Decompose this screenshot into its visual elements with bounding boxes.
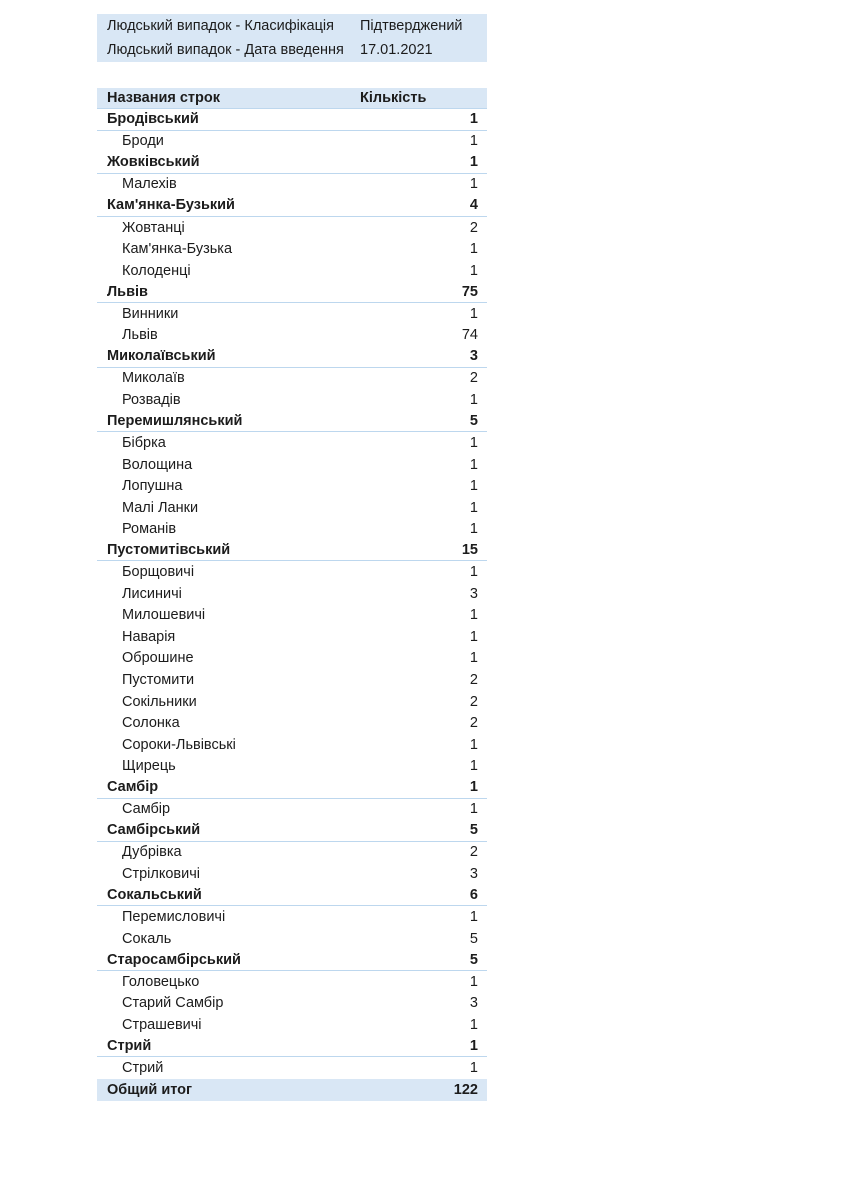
- row-count-cell[interactable]: 1: [469, 154, 478, 171]
- table-header-row: [97, 88, 487, 109]
- pivot-rows: [97, 109, 487, 1079]
- row-count-cell[interactable]: 1: [469, 801, 478, 818]
- row-label-cell[interactable]: Кам'янка-Бузький: [107, 197, 235, 214]
- row-count-cell[interactable]: 1: [469, 176, 478, 193]
- row-label-cell[interactable]: Самбірський: [107, 822, 201, 839]
- row-label-cell[interactable]: Колоденці: [122, 262, 191, 279]
- row-label-cell[interactable]: Лисиничі: [122, 585, 182, 602]
- table-row-item: [97, 389, 487, 411]
- row-label-cell[interactable]: Милошевичі: [122, 607, 206, 624]
- row-count-cell[interactable]: 1: [469, 434, 478, 451]
- table-row-item: [97, 605, 487, 627]
- pivot-report: [97, 14, 487, 1101]
- row-label-cell[interactable]: Миколаївський: [107, 348, 216, 365]
- table-row-item: [97, 583, 487, 605]
- row-label-cell[interactable]: Сороки-Львівські: [122, 736, 236, 753]
- table-row-item: [97, 475, 487, 497]
- table-row-item: [97, 863, 487, 885]
- row-label-cell[interactable]: Наварія: [122, 628, 176, 645]
- row-count-cell[interactable]: 5: [469, 412, 478, 429]
- table-row-region: [97, 949, 487, 971]
- table-row-region: [97, 109, 487, 131]
- table-row-region: [97, 411, 487, 433]
- grand-total-row: [97, 1079, 487, 1101]
- row-label-cell[interactable]: Сокальський: [107, 886, 202, 903]
- row-label-cell[interactable]: Волощина: [122, 456, 193, 473]
- column-header-count[interactable]: Кількість: [360, 90, 427, 106]
- row-count-cell[interactable]: 1: [469, 973, 478, 990]
- row-count-cell[interactable]: 1: [469, 650, 478, 667]
- column-header-row-labels[interactable]: Названия строк: [107, 90, 221, 106]
- row-count-cell[interactable]: 5: [469, 951, 478, 968]
- row-count-cell[interactable]: 74: [461, 327, 478, 344]
- table-row-item: [97, 561, 487, 583]
- row-label-cell[interactable]: Жовтанці: [122, 219, 185, 236]
- row-count-cell[interactable]: 3: [469, 995, 478, 1012]
- row-label-cell[interactable]: Сокільники: [122, 693, 197, 710]
- row-label-cell[interactable]: Малехів: [122, 176, 177, 193]
- row-label-cell[interactable]: Кам'янка-Бузька: [122, 241, 233, 258]
- row-label-cell[interactable]: Оброшине: [122, 650, 194, 667]
- row-label-cell[interactable]: Жовківський: [107, 154, 200, 171]
- table-row-item: [97, 131, 487, 153]
- table-row-item: [97, 1057, 487, 1079]
- table-row-item: [97, 1014, 487, 1036]
- grand-total-value[interactable]: 122: [453, 1081, 478, 1098]
- row-count-cell[interactable]: 2: [469, 715, 478, 732]
- table-row-item: [97, 368, 487, 390]
- row-count-cell[interactable]: 3: [469, 865, 478, 882]
- row-label-cell[interactable]: Лопушна: [122, 478, 183, 495]
- row-count-cell[interactable]: 1: [469, 1016, 478, 1033]
- table-row-region: [97, 777, 487, 799]
- row-count-cell[interactable]: 5: [469, 822, 478, 839]
- row-label-cell[interactable]: Малі Ланки: [122, 499, 199, 516]
- row-label-cell[interactable]: Романів: [122, 521, 177, 538]
- table-row-item: [97, 971, 487, 993]
- row-count-cell[interactable]: 2: [469, 219, 478, 236]
- row-count-cell[interactable]: 1: [469, 499, 478, 516]
- table-row-item: [97, 842, 487, 864]
- table-row-region: [97, 195, 487, 217]
- row-label-cell[interactable]: Щирець: [122, 758, 176, 775]
- table-row-item: [97, 755, 487, 777]
- row-count-cell[interactable]: 3: [469, 585, 478, 602]
- table-row-item: [97, 454, 487, 476]
- table-row-region: [97, 820, 487, 842]
- row-label-cell[interactable]: Борщовичі: [122, 564, 195, 581]
- row-count-cell[interactable]: 1: [469, 758, 478, 775]
- row-count-cell[interactable]: 1: [469, 456, 478, 473]
- row-count-cell[interactable]: 1: [469, 607, 478, 624]
- row-count-cell[interactable]: 4: [469, 197, 478, 214]
- filter-selected-value[interactable]: Підтверджений: [360, 18, 463, 34]
- row-count-cell[interactable]: 1: [469, 736, 478, 753]
- row-label-cell[interactable]: Броди: [122, 133, 164, 150]
- filter-selected-value[interactable]: 17.01.2021: [360, 42, 433, 58]
- grand-total-label[interactable]: Общий итог: [107, 1081, 193, 1098]
- table-row-item: [97, 518, 487, 540]
- row-label-cell[interactable]: Бродівський: [107, 111, 199, 128]
- row-label-cell[interactable]: Головецько: [122, 973, 200, 990]
- row-label-cell[interactable]: Стрий: [122, 1059, 164, 1076]
- table-row-item: [97, 174, 487, 196]
- row-count-cell[interactable]: 1: [469, 779, 478, 796]
- row-label-cell[interactable]: Старий Самбір: [122, 995, 224, 1012]
- table-row-item: [97, 669, 487, 691]
- table-row-item: [97, 626, 487, 648]
- row-count-cell[interactable]: 2: [469, 671, 478, 688]
- pivot-table: [97, 88, 487, 1101]
- row-count-cell[interactable]: 2: [469, 693, 478, 710]
- row-label-cell[interactable]: Страшевичі: [122, 1016, 202, 1033]
- row-label-cell[interactable]: Винники: [122, 305, 179, 322]
- table-row-region: [97, 346, 487, 368]
- row-count-cell[interactable]: 1: [469, 391, 478, 408]
- row-label-cell[interactable]: Бібрка: [122, 434, 166, 451]
- row-label-cell[interactable]: Львів: [122, 327, 158, 344]
- table-row-item: [97, 432, 487, 454]
- row-label-cell[interactable]: Самбір: [107, 779, 159, 796]
- row-label-cell[interactable]: Старосамбірський: [107, 951, 241, 968]
- row-label-cell[interactable]: Сокаль: [122, 930, 172, 947]
- table-row-item: [97, 238, 487, 260]
- table-row-item: [97, 992, 487, 1014]
- table-row-item: [97, 648, 487, 670]
- table-row-item: [97, 217, 487, 239]
- table-row-item: [97, 303, 487, 325]
- row-count-cell[interactable]: 1: [469, 478, 478, 495]
- row-label-cell[interactable]: Дубрівка: [122, 844, 182, 861]
- row-label-cell[interactable]: Пустомитівський: [107, 542, 231, 559]
- row-count-cell[interactable]: 6: [469, 886, 478, 903]
- filter-row: [97, 14, 487, 38]
- table-row-region: [97, 540, 487, 562]
- table-row-item: [97, 497, 487, 519]
- table-row-region: [97, 281, 487, 303]
- table-row-item: [97, 324, 487, 346]
- row-count-cell[interactable]: 3: [469, 348, 478, 365]
- table-row-item: [97, 691, 487, 713]
- row-count-cell[interactable]: 1: [469, 241, 478, 258]
- row-count-cell[interactable]: 1: [469, 628, 478, 645]
- table-row-item: [97, 906, 487, 928]
- table-row-item: [97, 260, 487, 282]
- row-count-cell[interactable]: 1: [469, 111, 478, 128]
- row-label-cell[interactable]: Стрілковичі: [122, 865, 201, 882]
- table-row-region: [97, 152, 487, 174]
- row-count-cell[interactable]: 1: [469, 564, 478, 581]
- row-label-cell[interactable]: Розвадів: [122, 391, 181, 408]
- row-label-cell[interactable]: Перемишлянський: [107, 412, 243, 429]
- table-row-region: [97, 885, 487, 907]
- table-row-item: [97, 712, 487, 734]
- table-row-region: [97, 1036, 487, 1058]
- row-label-cell[interactable]: Солонка: [122, 715, 180, 732]
- row-count-cell[interactable]: 1: [469, 1037, 478, 1054]
- table-row-item: [97, 734, 487, 756]
- row-label-cell[interactable]: Перемисловичі: [122, 909, 226, 925]
- table-row-item: [97, 928, 487, 950]
- row-count-cell[interactable]: 1: [469, 909, 478, 925]
- row-label-cell[interactable]: Стрий: [107, 1037, 152, 1054]
- row-count-cell[interactable]: 2: [469, 844, 478, 861]
- filter-field-label: Людський випадок - Класифікація: [107, 18, 334, 34]
- pivot-filters: [97, 14, 487, 62]
- row-count-cell[interactable]: 1: [469, 133, 478, 150]
- row-count-cell[interactable]: 2: [469, 370, 478, 387]
- row-count-cell[interactable]: 1: [469, 262, 478, 279]
- filter-field-label: Людський випадок - Дата введення: [107, 42, 344, 58]
- row-count-cell[interactable]: 1: [469, 305, 478, 322]
- row-count-cell[interactable]: 1: [469, 521, 478, 538]
- table-row-item: [97, 799, 487, 821]
- row-count-cell[interactable]: 1: [469, 1059, 478, 1076]
- row-label-cell[interactable]: Пустомити: [122, 671, 195, 688]
- row-count-cell[interactable]: 75: [461, 283, 478, 300]
- filter-row: [97, 38, 487, 62]
- row-label-cell[interactable]: Миколаїв: [122, 370, 185, 387]
- row-label-cell[interactable]: Львів: [107, 283, 148, 300]
- row-count-cell[interactable]: 5: [469, 930, 478, 947]
- row-label-cell[interactable]: Самбір: [122, 801, 171, 818]
- row-count-cell[interactable]: 15: [461, 542, 478, 559]
